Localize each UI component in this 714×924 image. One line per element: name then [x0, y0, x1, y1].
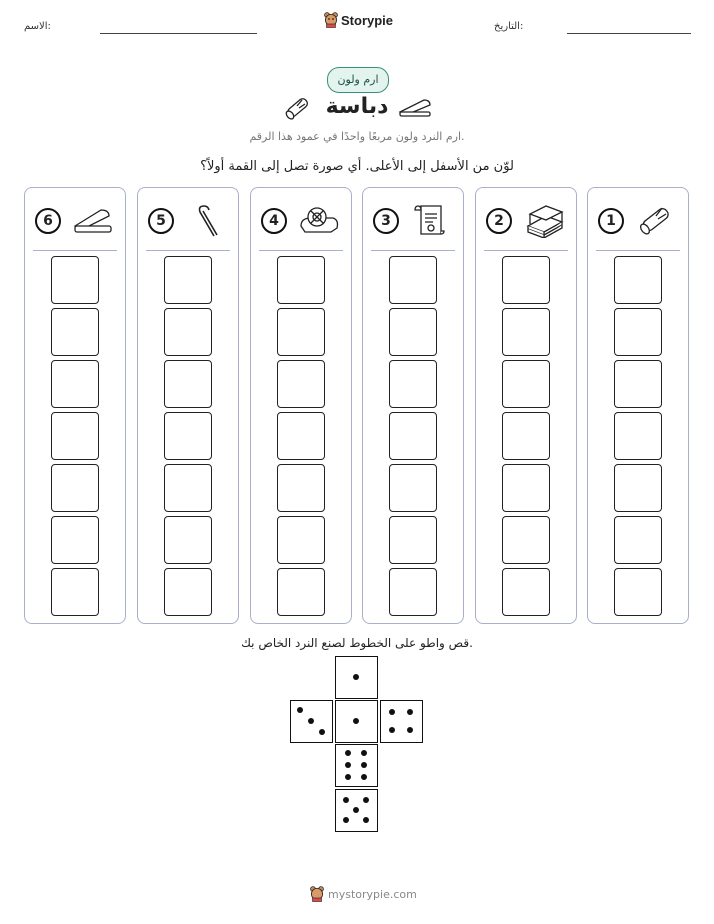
color-square[interactable] — [614, 412, 662, 460]
footer-url[interactable]: mystorypie.com — [328, 887, 417, 901]
color-square[interactable] — [389, 516, 437, 564]
column-3 — [362, 187, 464, 624]
column-1 — [587, 187, 689, 624]
column-number: 2 — [486, 208, 512, 234]
column-number: 4 — [261, 208, 287, 234]
color-square[interactable] — [502, 516, 550, 564]
dice-face-5 — [335, 789, 378, 832]
column-5 — [137, 187, 239, 624]
column-header — [25, 188, 125, 250]
dice-face-1 — [335, 656, 378, 699]
dice-pip — [345, 774, 351, 780]
bear-mascot-icon — [324, 12, 338, 28]
dice-pip — [343, 817, 349, 823]
column-2 — [475, 187, 577, 624]
color-square[interactable] — [389, 464, 437, 512]
column-divider — [33, 250, 117, 251]
color-square[interactable] — [164, 568, 212, 616]
column-6 — [24, 187, 126, 624]
color-square[interactable] — [277, 256, 325, 304]
certificate-icon — [409, 202, 453, 238]
color-square[interactable] — [277, 360, 325, 408]
color-square[interactable] — [614, 464, 662, 512]
activity-badge: ارم ولون — [327, 67, 389, 93]
color-square[interactable] — [51, 516, 99, 564]
column-divider — [484, 250, 568, 251]
dice-pip — [407, 727, 413, 733]
paper-stack-icon — [522, 202, 566, 238]
page-title: دباسة — [325, 94, 389, 119]
column-divider — [596, 250, 680, 251]
color-square[interactable] — [164, 360, 212, 408]
cane-icon — [184, 202, 228, 238]
color-square[interactable] — [502, 568, 550, 616]
column-divider — [371, 250, 455, 251]
column-header — [251, 188, 351, 250]
dice-pip — [297, 707, 303, 713]
column-header — [363, 188, 463, 250]
color-square[interactable] — [614, 568, 662, 616]
brand-logo — [324, 12, 393, 28]
name-field-line[interactable] — [100, 33, 257, 34]
dice-pip — [343, 797, 349, 803]
column-number: 1 — [598, 208, 624, 234]
color-square[interactable] — [389, 412, 437, 460]
color-square[interactable] — [389, 568, 437, 616]
dice-pip — [345, 762, 351, 768]
column-4 — [250, 187, 352, 624]
color-square[interactable] — [164, 256, 212, 304]
column-header — [476, 188, 576, 250]
color-square[interactable] — [164, 464, 212, 512]
diploma-scroll-icon — [634, 202, 678, 238]
color-square[interactable] — [389, 256, 437, 304]
column-number: 3 — [373, 208, 399, 234]
color-square[interactable] — [164, 308, 212, 356]
color-square[interactable] — [502, 412, 550, 460]
color-square[interactable] — [51, 412, 99, 460]
color-square[interactable] — [277, 464, 325, 512]
color-square[interactable] — [614, 516, 662, 564]
column-header — [138, 188, 238, 250]
color-square[interactable] — [51, 360, 99, 408]
dice-pip — [389, 709, 395, 715]
color-square[interactable] — [614, 308, 662, 356]
color-square[interactable] — [614, 256, 662, 304]
color-square[interactable] — [502, 308, 550, 356]
dice-pip — [361, 762, 367, 768]
stapler-icon — [398, 96, 432, 118]
dice-pip — [363, 817, 369, 823]
dice-pip — [345, 750, 351, 756]
color-square[interactable] — [277, 516, 325, 564]
column-divider — [259, 250, 343, 251]
bear-mascot-icon — [310, 886, 324, 902]
dice-pip — [389, 727, 395, 733]
column-divider — [146, 250, 230, 251]
dice-face-4 — [380, 700, 423, 743]
color-square[interactable] — [164, 412, 212, 460]
dice-pip — [353, 718, 359, 724]
color-square[interactable] — [502, 464, 550, 512]
date-field-line[interactable] — [567, 33, 691, 34]
dice-pip — [363, 797, 369, 803]
color-square[interactable] — [389, 360, 437, 408]
brand-name: Storypie — [341, 12, 394, 28]
color-square[interactable] — [277, 308, 325, 356]
dice-pip — [353, 807, 359, 813]
dice-face-3 — [290, 700, 333, 743]
tape-dispenser-icon — [297, 202, 341, 238]
color-square[interactable] — [277, 568, 325, 616]
color-square[interactable] — [502, 360, 550, 408]
dice-pip — [308, 718, 314, 724]
stapler-icon — [71, 202, 115, 238]
color-square[interactable] — [51, 256, 99, 304]
color-square[interactable] — [502, 256, 550, 304]
color-square[interactable] — [51, 308, 99, 356]
dice-instruction: قص واطو على الخطوط لصنع النرد الخاص بك. — [241, 636, 473, 650]
color-square[interactable] — [51, 568, 99, 616]
subtitle: ارم النرد ولون مربعًا واحدًا في عمود هذا الرقم. — [249, 130, 465, 143]
color-square[interactable] — [614, 360, 662, 408]
color-square[interactable] — [277, 412, 325, 460]
color-square[interactable] — [389, 308, 437, 356]
dice-pip — [353, 674, 359, 680]
dice-pip — [361, 774, 367, 780]
column-number: 5 — [148, 208, 174, 234]
footer — [310, 886, 417, 902]
dice-pip — [407, 709, 413, 715]
column-header — [588, 188, 688, 250]
name-label: الاسم: — [24, 21, 51, 32]
color-square[interactable] — [164, 516, 212, 564]
dice-face-6 — [335, 744, 378, 787]
color-square[interactable] — [51, 464, 99, 512]
date-label: التاريخ: — [494, 21, 524, 32]
dice-face-1 — [335, 700, 378, 743]
column-number: 6 — [35, 208, 61, 234]
dice-pip — [319, 729, 325, 735]
instruction-text: لوّن من الأسفل إلى الأعلى. أي صورة تصل إلى القمة أولاً؟ — [200, 159, 514, 174]
dice-pip — [361, 750, 367, 756]
